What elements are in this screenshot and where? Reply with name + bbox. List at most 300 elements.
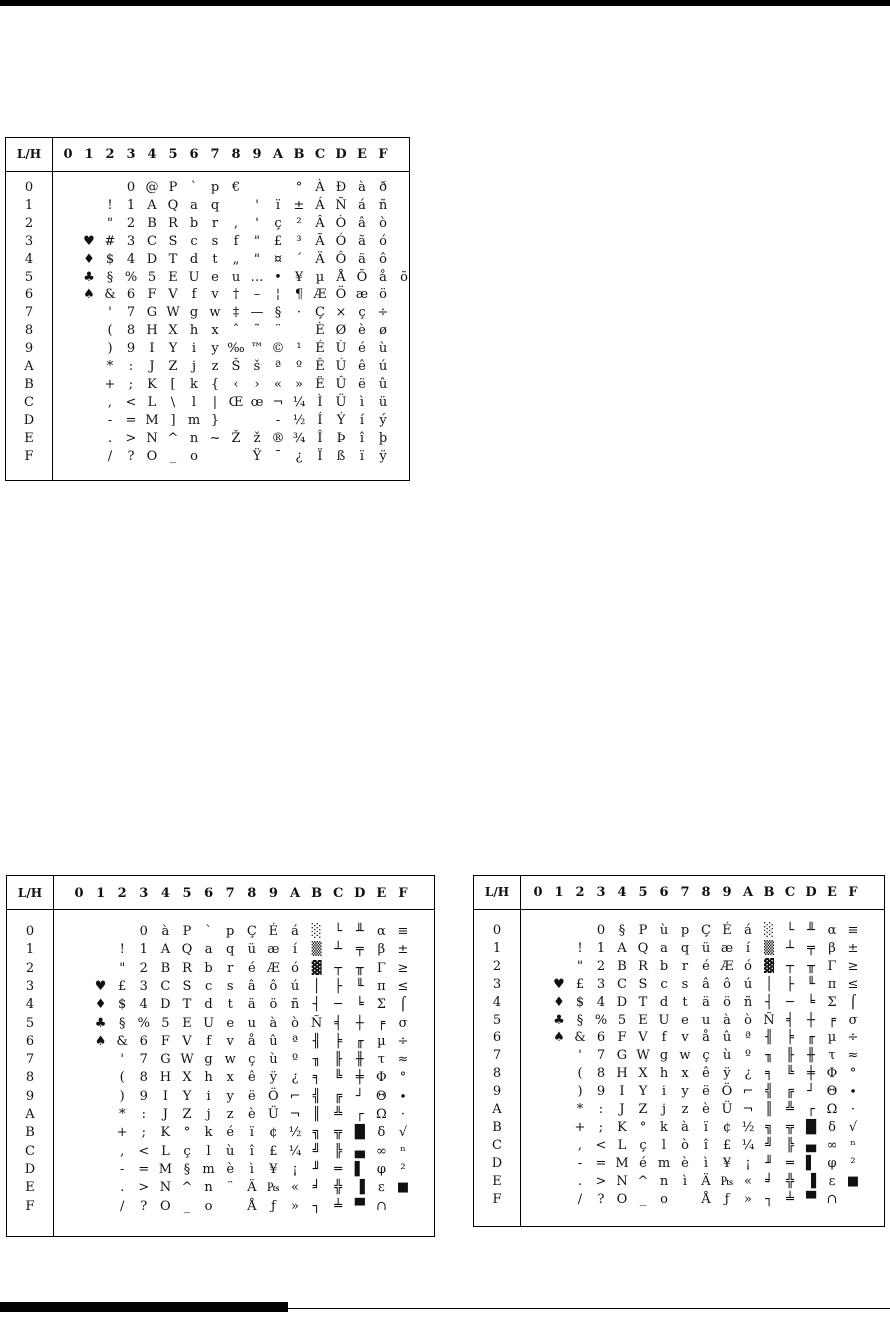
char-cell: ≥ (847, 958, 859, 974)
column-header: 8 (231, 147, 241, 162)
char-cell: ╒ (377, 1015, 386, 1031)
char-cell: ╣ (312, 1088, 321, 1104)
char-cell: L (161, 1143, 170, 1159)
char-cell: _ (639, 1191, 647, 1207)
char-cell: ■ (846, 1173, 860, 1189)
char-cell: + (104, 376, 116, 392)
char-cell: I (149, 341, 155, 357)
char-cell: » (295, 376, 303, 392)
char-cell: Ì (317, 394, 323, 410)
code-page-table-3 (473, 875, 885, 1227)
row-label: 1 (492, 940, 502, 956)
row-label: 5 (24, 269, 34, 285)
char-cell: a (660, 940, 668, 956)
char-cell: ≡ (397, 924, 409, 939)
char-cell: ã (358, 233, 366, 249)
char-cell: : (598, 1102, 604, 1117)
char-cell: ╤ (355, 942, 364, 958)
char-cell: ® (271, 430, 285, 446)
char-cell: º (291, 1052, 299, 1068)
char-cell: ♦ (94, 997, 107, 1013)
char-cell: r (681, 958, 689, 974)
char-cell: k (204, 1125, 213, 1141)
char-cell: ç (639, 1137, 647, 1153)
char-cell: » (744, 1191, 752, 1207)
char-cell: ? (127, 448, 135, 464)
char-cell: h (189, 323, 199, 339)
char-cell: , (577, 1137, 583, 1153)
char-cell: y (226, 1088, 234, 1104)
char-cell: / (119, 1198, 125, 1214)
char-cell: Ó (335, 233, 347, 249)
char-cell: , (107, 394, 113, 410)
char-cell: Ä (315, 251, 325, 267)
char-cell: Ä (247, 1180, 257, 1196)
char-cell: ▓ (311, 960, 322, 976)
char-cell: ¬ (272, 394, 284, 410)
char-cell: Ñ (310, 1015, 323, 1031)
char-cell: ) (577, 1084, 583, 1100)
char-cell: ô (269, 978, 278, 994)
char-cell: ¥ (294, 269, 304, 285)
char-cell: 6 (596, 1030, 606, 1046)
char-cell: 8 (126, 323, 136, 339)
char-cell: ï (359, 448, 365, 464)
char-cell: O (160, 1198, 171, 1214)
char-cell: ≤ (397, 978, 409, 994)
char-cell: 7 (126, 305, 136, 321)
column-header: F (378, 147, 388, 162)
char-cell: j (191, 359, 197, 374)
char-cell: c (204, 978, 213, 994)
char-cell: ╙ (807, 976, 815, 992)
char-cell: ¼ (288, 1143, 302, 1159)
char-cell: Θ (826, 1084, 838, 1100)
char-cell: è (702, 1102, 710, 1117)
char-cell: e (681, 1012, 689, 1028)
char-cell: Ÿ (252, 448, 262, 464)
char-cell: E (168, 269, 178, 285)
char-cell: ì (682, 1173, 688, 1189)
char-cell: ♦ (83, 251, 95, 267)
char-cell: V (168, 287, 178, 303)
column-header: 3 (139, 886, 149, 901)
char-cell: Ü (267, 1107, 279, 1122)
char-cell: f (206, 1033, 211, 1049)
char-cell: 6 (126, 287, 136, 303)
char-cell: § (118, 1015, 126, 1031)
char-cell: ≈ (397, 1052, 409, 1068)
table-label-divider (52, 138, 53, 480)
char-cell: Ω (376, 1107, 387, 1122)
char-cell: ♥ (553, 976, 565, 992)
char-cell: 5 (147, 269, 157, 285)
char-cell: á (291, 924, 299, 939)
char-cell: 2 (126, 215, 136, 231)
char-cell: ¼ (292, 394, 306, 410)
char-cell: â (247, 978, 256, 994)
char-cell: ♥ (94, 978, 107, 994)
char-cell: µ (827, 1030, 837, 1046)
row-label: 8 (492, 1066, 502, 1082)
column-header: A (272, 147, 284, 162)
char-cell: ª (274, 359, 282, 374)
column-header: 4 (160, 886, 170, 901)
char-cell: ê (702, 1066, 710, 1082)
char-cell: ä (702, 994, 710, 1010)
char-cell: û (378, 376, 388, 392)
char-cell: ó (291, 960, 299, 976)
char-cell: ¿ (291, 1070, 299, 1086)
char-cell: ‹ (233, 376, 239, 392)
char-cell: £ (118, 978, 127, 994)
char-cell: ^ (167, 430, 179, 446)
column-header: 9 (722, 885, 732, 900)
char-cell: ¾ (292, 430, 306, 446)
char-cell: ▀ (354, 1198, 365, 1214)
char-cell: ♣ (94, 1015, 107, 1031)
column-header: 1 (84, 147, 94, 162)
char-cell: ╘ (355, 997, 364, 1013)
char-cell: r (227, 960, 234, 976)
char-cell: ≤ (847, 976, 859, 992)
char-cell: ö (269, 997, 278, 1013)
char-cell: ´ (295, 251, 303, 267)
row-label: 9 (25, 1088, 35, 1104)
char-cell: δ (377, 1125, 386, 1141)
char-cell: « (274, 376, 282, 392)
char-cell: & (104, 287, 116, 303)
char-cell: ╝ (312, 1143, 321, 1159)
char-cell: × (335, 305, 347, 321)
char-cell: ╖ (312, 1052, 321, 1068)
column-header: E (827, 885, 837, 900)
char-cell: l (661, 1137, 667, 1153)
char-cell: 0 (596, 923, 606, 938)
char-cell: Ç (701, 923, 711, 938)
char-cell: É (722, 923, 732, 938)
char-cell: 9 (126, 341, 136, 357)
char-cell: . (577, 1173, 583, 1189)
char-cell: Ê (315, 359, 325, 374)
char-cell: ╒ (828, 1012, 836, 1028)
char-cell: ╕ (312, 1070, 321, 1086)
column-header: 9 (252, 147, 262, 162)
char-cell: è (681, 1155, 689, 1171)
char-cell: ï (249, 1125, 254, 1141)
char-cell: " (577, 958, 583, 974)
char-cell: ╚ (334, 1070, 343, 1086)
char-cell: ╛ (312, 1180, 321, 1196)
char-cell: T (182, 997, 192, 1013)
char-cell: 0 (139, 924, 148, 939)
char-cell: u (247, 1015, 256, 1031)
char-cell: ò (379, 215, 387, 231)
char-cell: ┴ (334, 942, 343, 958)
char-cell: f (191, 287, 197, 303)
char-cell: q (210, 197, 220, 213)
char-cell: ╗ (765, 1119, 773, 1135)
char-cell: ú (290, 978, 300, 994)
char-cell: ╕ (765, 1066, 773, 1082)
char-cell: m (187, 412, 201, 428)
char-cell: â (358, 215, 366, 231)
char-cell: ! (119, 942, 125, 958)
char-cell: I (162, 1088, 168, 1104)
char-cell: È (315, 323, 325, 339)
column-header: 6 (204, 886, 214, 901)
char-cell: – (253, 287, 261, 303)
char-cell: S (168, 233, 178, 249)
char-cell: " (254, 233, 260, 249)
row-label: A (492, 1102, 502, 1117)
char-cell: G (146, 305, 158, 321)
char-cell: / (577, 1191, 583, 1207)
char-cell: M (615, 1155, 629, 1171)
char-cell: › (254, 376, 260, 392)
char-cell: D (616, 994, 628, 1010)
char-cell: ⌐ (742, 1084, 754, 1100)
char-cell: p (680, 923, 690, 938)
char-cell: J (162, 1107, 168, 1122)
char-cell: § (183, 1161, 191, 1177)
row-label: 2 (492, 958, 502, 974)
char-cell: · (296, 305, 302, 321)
char-cell: O (616, 1191, 628, 1207)
char-cell: ƒ (270, 1198, 276, 1214)
char-cell: $ (118, 997, 127, 1013)
char-cell: § (106, 269, 114, 285)
char-cell: _ (169, 448, 177, 464)
char-cell: è (358, 323, 366, 339)
char-cell: - (119, 1161, 125, 1177)
char-cell: § (274, 305, 282, 321)
char-cell: ε (828, 1173, 836, 1189)
row-label: 0 (492, 923, 502, 938)
char-cell: ¬ (289, 1107, 301, 1122)
char-cell: L (617, 1137, 627, 1153)
row-label: 7 (24, 305, 34, 321)
char-cell: I (619, 1084, 625, 1100)
char-cell: ˜ (253, 323, 261, 339)
column-header: 2 (117, 886, 127, 901)
char-cell: ¤ (273, 251, 283, 267)
char-cell: ü (247, 942, 256, 958)
char-cell: é (702, 958, 710, 974)
char-cell: n (204, 1180, 213, 1196)
char-cell: ‡ (232, 305, 240, 321)
char-cell: á (744, 923, 752, 938)
char-cell: ║ (765, 1102, 773, 1117)
char-cell: ╖ (765, 1048, 773, 1064)
char-cell: Ω (826, 1102, 838, 1117)
char-cell: N (159, 1180, 172, 1196)
column-header: 7 (225, 886, 235, 901)
char-cell: Œ (228, 394, 244, 410)
char-cell: ╦ (334, 1125, 343, 1141)
char-cell: ä (358, 251, 366, 267)
char-cell: M (158, 1161, 173, 1177)
char-cell: ƒ (724, 1191, 730, 1207)
column-header: 1 (96, 886, 106, 901)
char-cell: G (616, 1048, 628, 1064)
char-cell: █ (354, 1125, 365, 1141)
char-cell: ¡ (745, 1155, 751, 1171)
char-cell: û (269, 1033, 278, 1049)
char-cell: 6 (139, 1033, 148, 1049)
column-header: 5 (638, 885, 648, 900)
char-cell: > (595, 1173, 607, 1189)
char-cell: 3 (139, 978, 148, 994)
char-cell: Õ (356, 269, 368, 285)
char-cell: ¥ (722, 1155, 732, 1171)
char-cell: õ (400, 269, 408, 285)
column-header: 3 (126, 147, 136, 162)
char-cell: z (211, 359, 219, 374)
char-cell: @ (145, 180, 159, 195)
char-cell: Æ (720, 958, 734, 974)
char-cell: 7 (596, 1048, 606, 1064)
char-cell: ⌐ (289, 1088, 301, 1104)
char-cell: Ö (268, 1088, 279, 1104)
char-cell: Γ (827, 958, 837, 974)
char-cell: ÿ (723, 1066, 731, 1082)
top-rule (0, 0, 890, 6)
char-cell: Y (638, 1084, 648, 1100)
column-header: D (805, 885, 817, 900)
column-header: E (376, 886, 387, 901)
char-cell: 2 (139, 960, 148, 976)
char-cell: Â (315, 215, 325, 231)
row-label: 4 (492, 994, 502, 1010)
char-cell: v (211, 287, 219, 303)
char-cell: ç (183, 1143, 191, 1159)
char-cell: ╫ (355, 1052, 364, 1068)
char-cell: ╬ (334, 1180, 343, 1196)
char-cell: ë (247, 1088, 256, 1104)
char-cell: + (574, 1119, 586, 1135)
char-cell: è (226, 1161, 235, 1177)
row-label: 3 (25, 978, 35, 994)
char-cell: ═ (786, 1155, 794, 1171)
char-cell: : (128, 359, 134, 374)
char-cell: ╜ (765, 1155, 773, 1171)
char-cell: K (147, 376, 157, 392)
char-cell: ¶ (294, 287, 304, 303)
row-label: C (492, 1137, 502, 1153)
char-cell: ┘ (807, 1084, 815, 1100)
char-cell: ù (659, 923, 669, 938)
char-cell: ß (336, 448, 346, 464)
row-label: 4 (24, 251, 34, 267)
char-cell: Γ (376, 960, 386, 976)
row-label: C (25, 1143, 35, 1159)
char-cell: ( (107, 323, 113, 339)
char-cell: ╔ (786, 1084, 794, 1100)
char-cell: ü (701, 940, 711, 956)
char-cell: ╠ (334, 1143, 343, 1159)
char-cell: A (617, 940, 627, 956)
char-cell: H (146, 323, 158, 339)
char-cell: Ï (317, 448, 323, 464)
char-cell: µ (315, 269, 325, 285)
char-cell: Q (637, 940, 649, 956)
char-cell: ╠ (786, 1137, 794, 1153)
char-cell: ç (274, 215, 282, 231)
char-cell: g (189, 305, 199, 321)
char-cell: ⁿ (850, 1137, 856, 1153)
char-cell: 5 (161, 1015, 170, 1031)
column-header: 4 (617, 885, 627, 900)
char-cell: ° (399, 1070, 407, 1086)
char-cell: 3 (596, 976, 606, 992)
char-cell: Φ (826, 1066, 838, 1082)
char-cell: « (291, 1180, 299, 1196)
char-cell: D (146, 251, 158, 267)
char-cell: è (247, 1107, 256, 1122)
char-cell: T (168, 251, 178, 267)
char-cell: % (137, 1015, 150, 1031)
char-cell: ì (703, 1155, 709, 1171)
char-cell: d (189, 251, 199, 267)
char-cell: W (636, 1048, 650, 1064)
char-cell: X (638, 1066, 648, 1082)
char-cell: « (744, 1173, 752, 1189)
char-cell: i (661, 1084, 667, 1100)
char-cell: ╛ (765, 1173, 773, 1189)
char-cell: . (107, 430, 113, 446)
char-cell: P (638, 923, 648, 938)
char-cell: i (206, 1088, 211, 1104)
char-cell: ü (378, 394, 388, 410)
char-cell: à (161, 924, 170, 939)
char-cell: \ (170, 394, 176, 410)
column-header: 2 (105, 147, 115, 162)
char-cell: f (661, 1030, 667, 1046)
char-cell: ╙ (355, 978, 364, 994)
column-header: B (293, 147, 305, 162)
char-cell: ø (379, 323, 387, 339)
char-cell: { (210, 376, 220, 392)
char-cell: A (160, 942, 171, 958)
char-cell: ░ (311, 924, 322, 939)
column-header: A (742, 885, 754, 900)
char-cell: á (358, 197, 366, 213)
char-cell: y (211, 341, 219, 357)
char-cell: 1 (126, 197, 136, 213)
char-cell: æ (355, 287, 369, 303)
char-cell: ù (226, 1143, 235, 1159)
char-cell: ╬ (786, 1173, 794, 1189)
char-cell: Q (167, 197, 179, 213)
char-cell: * (576, 1102, 584, 1117)
row-label: F (492, 1191, 502, 1207)
char-cell: * (118, 1107, 126, 1122)
char-cell: ( (577, 1066, 583, 1082)
char-cell: q (680, 940, 690, 956)
char-cell: ë (358, 376, 366, 392)
row-label: C (24, 394, 34, 410)
char-cell: â (702, 976, 710, 992)
char-cell: v (681, 1030, 689, 1046)
char-cell: Æ (266, 960, 280, 976)
char-cell: ╥ (807, 958, 815, 974)
char-cell: l (206, 1143, 211, 1159)
char-cell: e (226, 1015, 235, 1031)
char-cell: J (619, 1102, 625, 1117)
row-label: 8 (24, 323, 34, 339)
char-cell: å (247, 1033, 256, 1049)
